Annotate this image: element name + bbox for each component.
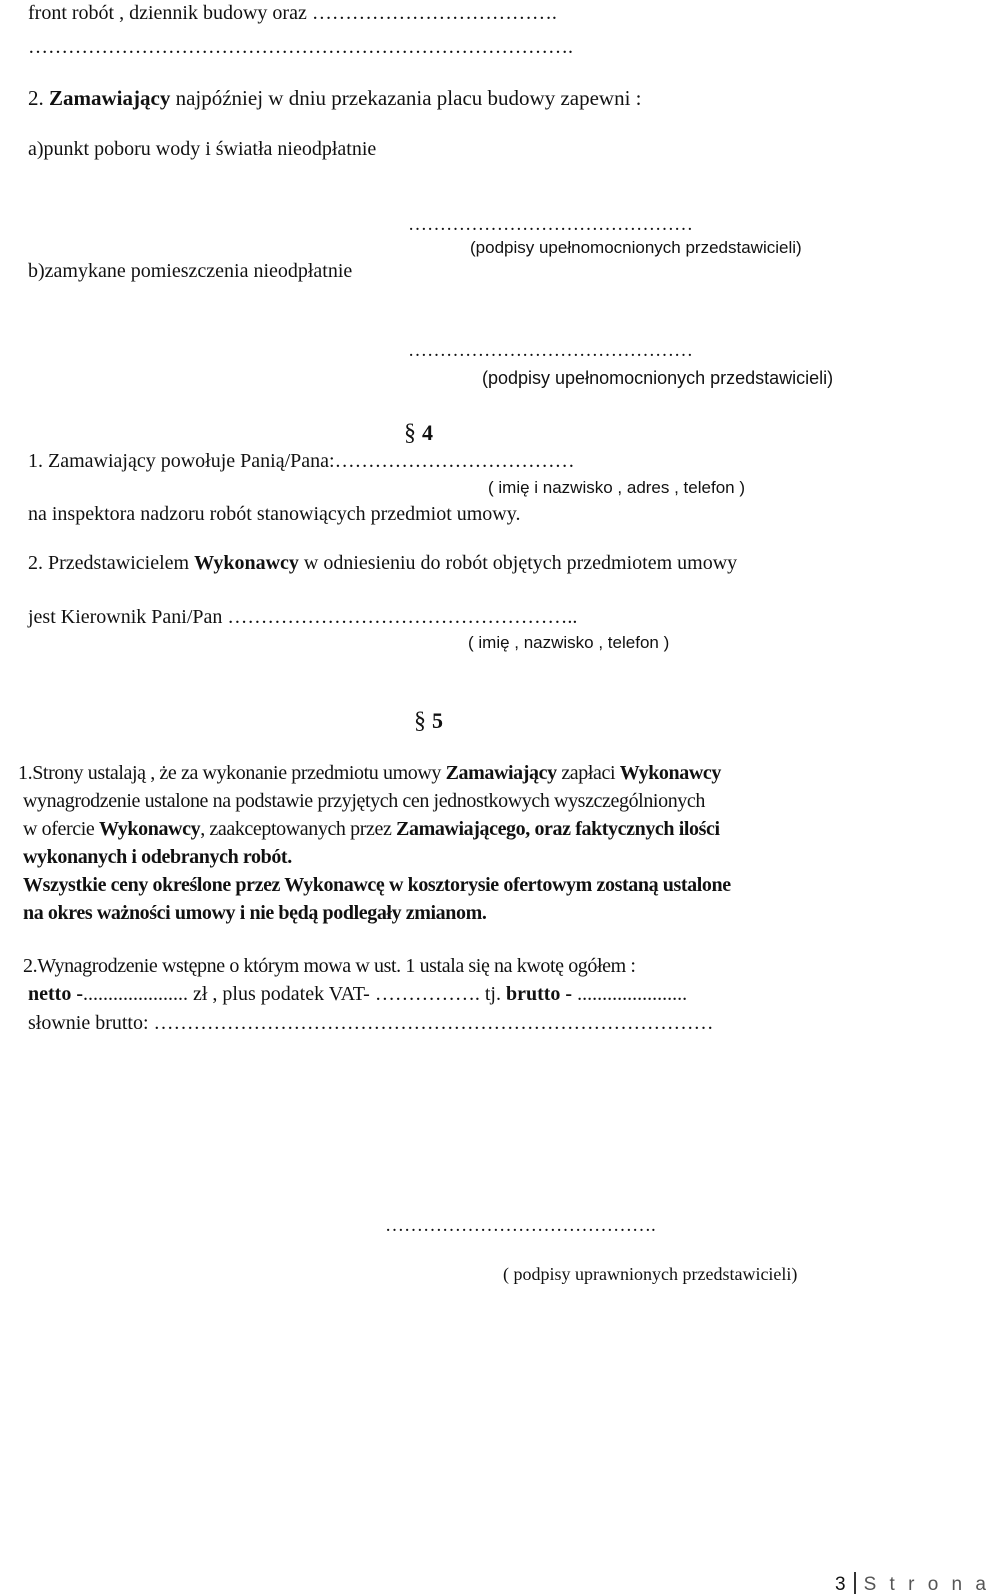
section-4-p1-hint: ( imię i nazwisko , adres , telefon ): [488, 478, 745, 497]
paragraph-sign-icon: §: [404, 420, 416, 446]
section-5-p1-line6: na okres ważności umowy i nie będą podlegały zmianom.: [23, 902, 487, 924]
section-5-p2: 2.Wynagrodzenie wstępne o którym mowa w ust. 1 ustala się na kwotę ogółem :: [23, 955, 636, 977]
section-5-p1-l3d: Zamawiającego: [396, 818, 526, 840]
section-4-number: 4: [422, 420, 433, 445]
section-5-p1-line1: [18, 762, 721, 785]
clause-2-party: Zamawiający: [49, 86, 171, 110]
section-5-p1-l3b: Wykonawcy: [98, 818, 201, 840]
item-b: b)zamykane pomieszczenia nieodpłatnie: [28, 260, 353, 282]
netto-label: netto -: [28, 983, 83, 1005]
section-4-p2-b: w odniesieniu do robót objętych przedmiotem umowy: [298, 552, 738, 574]
section-5-p1-line3: [23, 818, 720, 841]
section-5-amounts: [28, 983, 687, 1006]
section-4-p1-cont: na inspektora nadzoru robót stanowiących przedmiot umowy.: [28, 503, 521, 525]
line-intro-1: front robót , dziennik budowy oraz ……………………………….: [28, 2, 557, 24]
section-5-party-2: Wykonawcy: [619, 762, 721, 784]
page-footer: [835, 1572, 990, 1596]
section-5-p1-c: zapłaci: [556, 762, 620, 784]
clause-2-heading: [28, 86, 642, 111]
section-5-slownie: słownie brutto: …………………………………………………………………………: [28, 1012, 714, 1034]
section-5-p1-line5: Wszystkie ceny określone przez Wykonawcę w kosztorysie ofertowym zostaną ustalone: [23, 874, 731, 896]
section-4-p2-party: Wykonawcy: [194, 552, 299, 574]
section-5-heading: [414, 708, 443, 735]
footer-divider: [854, 1572, 856, 1594]
netto-value: ..................... zł , plus podatek VAT- ……………. tj.: [82, 983, 506, 1005]
section-4-p2-cont: jest Kierownik Pani/Pan ……………………………………………..: [28, 606, 578, 628]
item-a: a)punkt poboru wody i światła nieodpłatnie: [28, 138, 377, 160]
signature-caption-2: (podpisy upełnomocnionych przedstawicieli): [482, 368, 834, 388]
signature-dots-1: ………………………………………: [408, 214, 693, 235]
section-4-p2-a: 2. Przedstawicielem: [28, 552, 195, 574]
page-label: S t r o n a: [863, 1574, 990, 1595]
page-number: 3: [835, 1574, 846, 1595]
clause-2-text: najpóźniej w dniu przekazania placu budowy zapewni :: [170, 86, 642, 110]
brutto-label: brutto -: [505, 983, 573, 1005]
clause-2-num: 2.: [28, 86, 49, 110]
section-4-p1: 1. Zamawiający powołuje Panią/Pana:………………………………: [28, 450, 575, 472]
section-5-p1-a: 1.Strony ustalają , że za wykonanie przedmiotu umowy: [18, 762, 446, 784]
section-4-p2-hint: ( imię , nazwisko , telefon ): [468, 633, 670, 652]
section-4-heading: [404, 420, 433, 447]
signature-dots-2: ………………………………………: [408, 340, 693, 361]
section-5-p1-l3c: , zaakceptowanych przez: [200, 818, 397, 840]
section-5-p1-l3a: w ofercie: [23, 818, 99, 840]
section-4-p2: [28, 552, 737, 575]
section-5-p1-line4: wykonanych i odebranych robót.: [23, 846, 292, 868]
signature-dots-3: …………………………………….: [385, 1215, 656, 1236]
section-5-p1-l3e: , oraz faktycznych ilości: [525, 818, 720, 840]
signature-caption-3: ( podpisy uprawnionych przedstawicieli): [503, 1264, 798, 1284]
brutto-value: ......................: [572, 983, 688, 1005]
paragraph-sign-icon: §: [414, 708, 426, 734]
section-5-number: 5: [432, 708, 443, 733]
signature-caption-1: (podpisy upełnomocnionych przedstawicieli): [470, 238, 802, 257]
section-5-p1-line2: wynagrodzenie ustalone na podstawie przyjętych cen jednostkowych wyszczególnionych: [23, 790, 705, 812]
section-5-party-1: Zamawiający: [445, 762, 557, 784]
line-intro-2: ……………………………………………………………………….: [28, 36, 573, 58]
